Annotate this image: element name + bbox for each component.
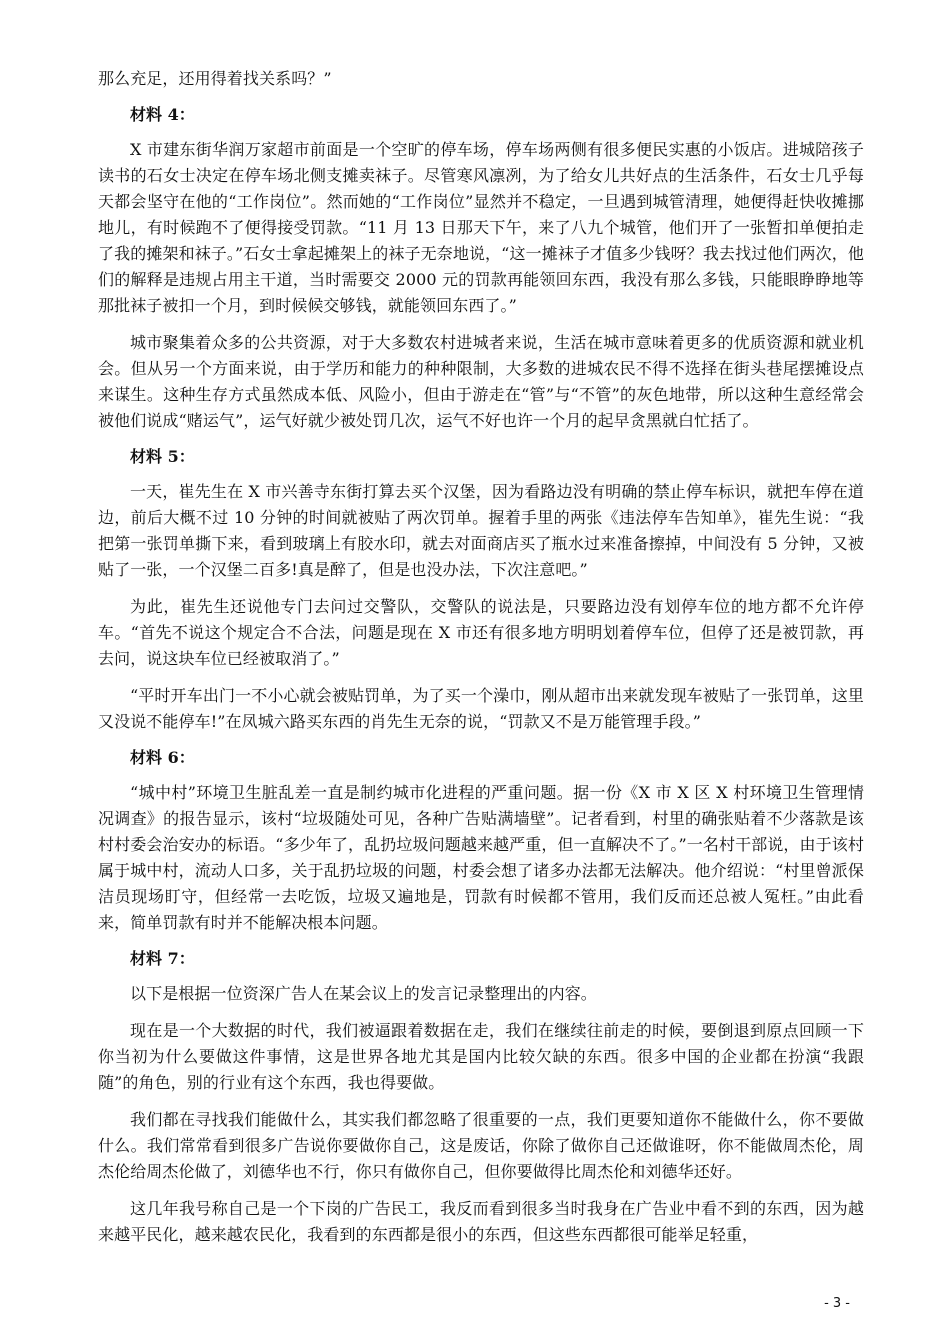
document-body [98,66,864,1259]
section-heading-material-5: 材料 5： [130,447,195,466]
page-number: - 3 - [824,1296,850,1311]
section-heading-material-7: 材料 7： [130,949,195,968]
paragraph: X 市建东街华润万家超市前面是一个空旷的停车场，停车场两侧有很多便民实惠的小饭店。进城陪孩子读书的石女士决定在停车场北侧支摊卖袜子。尽管寒风凛冽，为了给女儿共好点的生活条件，石女士几乎每天都会坚守在他的“工作岗位”。然而她的“工作岗位”显然并不稳定，一旦遇到城管清理，她便得赶快收摊挪地儿，有时候跑不了便得接受罚款。“11 月 13 日那天下午，来了八九个城管，他们开了一张暂扣单便拍走了我的摊架和袜子。”石女士拿起摊架上的袜子无奈地说，“这一摊袜子才值多少钱呀？我去找过他们两次，他们的解释是违规占用主干道，当时需要交 2000 元的罚款再能领回东西，我没有那么多钱，只能眼睁睁地等那批袜子被扣一个月，到时候候交够钱，就能领回东西了。” [98,140,864,315]
paragraph: 一天，崔先生在 X 市兴善寺东街打算去买个汉堡，因为看路边没有明确的禁止停车标识，就把车停在道边，前后大概不过 10 分钟的时间就被贴了两次罚单。握着手里的两张《违法停车告知单》，崔先生说：“我把第一张罚单撕下来，看到玻璃上有胶水印，就去对面商店买了瓶水过来准备擦掉，中间没有 5 分钟，又被贴了一张，一个汉堡二百多!真是醉了，但是也没办法，下次注意吧。” [98,482,864,579]
paragraph: “平时开车出门一不小心就会被贴罚单，为了买一个澡巾，刚从超市出来就发现车被贴了一张罚单，这里又没说不能停车!”在凤城六路买东西的肖先生无奈的说，“罚款又不是万能管理手段。” [98,686,864,731]
paragraph: 我们都在寻找我们能做什么，其实我们都忽略了很重要的一点，我们更要知道你不能做什么，你不要做什么。我们常常看到很多广告说你要做你自己，这是废话，你除了做你自己还做谁呀，你不能做周杰伦，周杰伦给周杰伦做了，刘德华也不行，你只有做你自己，但你要做得比周杰伦和刘德华还好。 [98,1110,864,1181]
paragraph: 为此，崔先生还说他专门去问过交警队，交警队的说法是，只要路边没有划停车位的地方都不允许停车。“首先不说这个规定合不合法，问题是现在 X 市还有很多地方明明划着停车位，但停了还是被罚款，再去问，说这块车位已经被取消了。” [98,597,864,668]
section-heading-material-6: 材料 6： [130,748,195,767]
paragraph-continuation: 那么充足，还用得着找关系吗？” [98,69,332,88]
paragraph: 城市聚集着众多的公共资源，对于大多数农村进城者来说，生活在城市意味着更多的优质资源和就业机会。但从另一个方面来说，由于学历和能力的种种限制，大多数的进城农民不得不选择在街头巷尾摆摊设点来谋生。这种生存方式虽然成本低、风险小，但由于游走在“管”与“不管”的灰色地带，所以这种生意经常会被他们说成“赌运气”，运气好就少被处罚几次，运气不好也许一个月的起早贪黑就白忙括了。 [98,333,864,430]
paragraph: 这几年我号称自己是一个下岗的广告民工，我反而看到很多当时我身在广告业中看不到的东西，因为越来越平民化，越来越农民化，我看到的东西都是很小的东西，但这些东西都很可能举足轻重， [98,1199,864,1244]
paragraph: “城中村”环境卫生脏乱差一直是制约城市化进程的严重问题。据一份《X 市 X 区 X 村环境卫生管理情况调查》的报告显示，该村“垃圾随处可见，各种广告贴满墙壁”。记者看到，村里的确张贴着不少落款是该村村委会治安办的标语。“多少年了，乱扔垃圾问题越来越严重，但一直解决不了。”一名村干部说，由于该村属于城中村，流动人口多，关于乱扔垃圾的问题，村委会想了诸多办法都无法解决。他介绍说：“村里曾派保洁员现场盯守，但经常一去吃饭，垃圾又遍地是，罚款有时候都不管用，我们反而还总被人冤枉。”由此看来，简单罚款有时并不能解决根本问题。 [98,783,864,932]
section-heading-material-4: 材料 4： [130,105,195,124]
paragraph: 以下是根据一位资深广告人在某会议上的发言记录整理出的内容。 [130,984,597,1003]
paragraph: 现在是一个大数据的时代，我们被逼跟着数据在走，我们在继续往前走的时候，要倒退到原点回顾一下你当初为什么要做这件事情，这是世界各地尤其是国内比较欠缺的东西。很多中国的企业都在扮演“我跟随”的角色，别的行业有这个东西，我也得要做。 [98,1021,864,1092]
